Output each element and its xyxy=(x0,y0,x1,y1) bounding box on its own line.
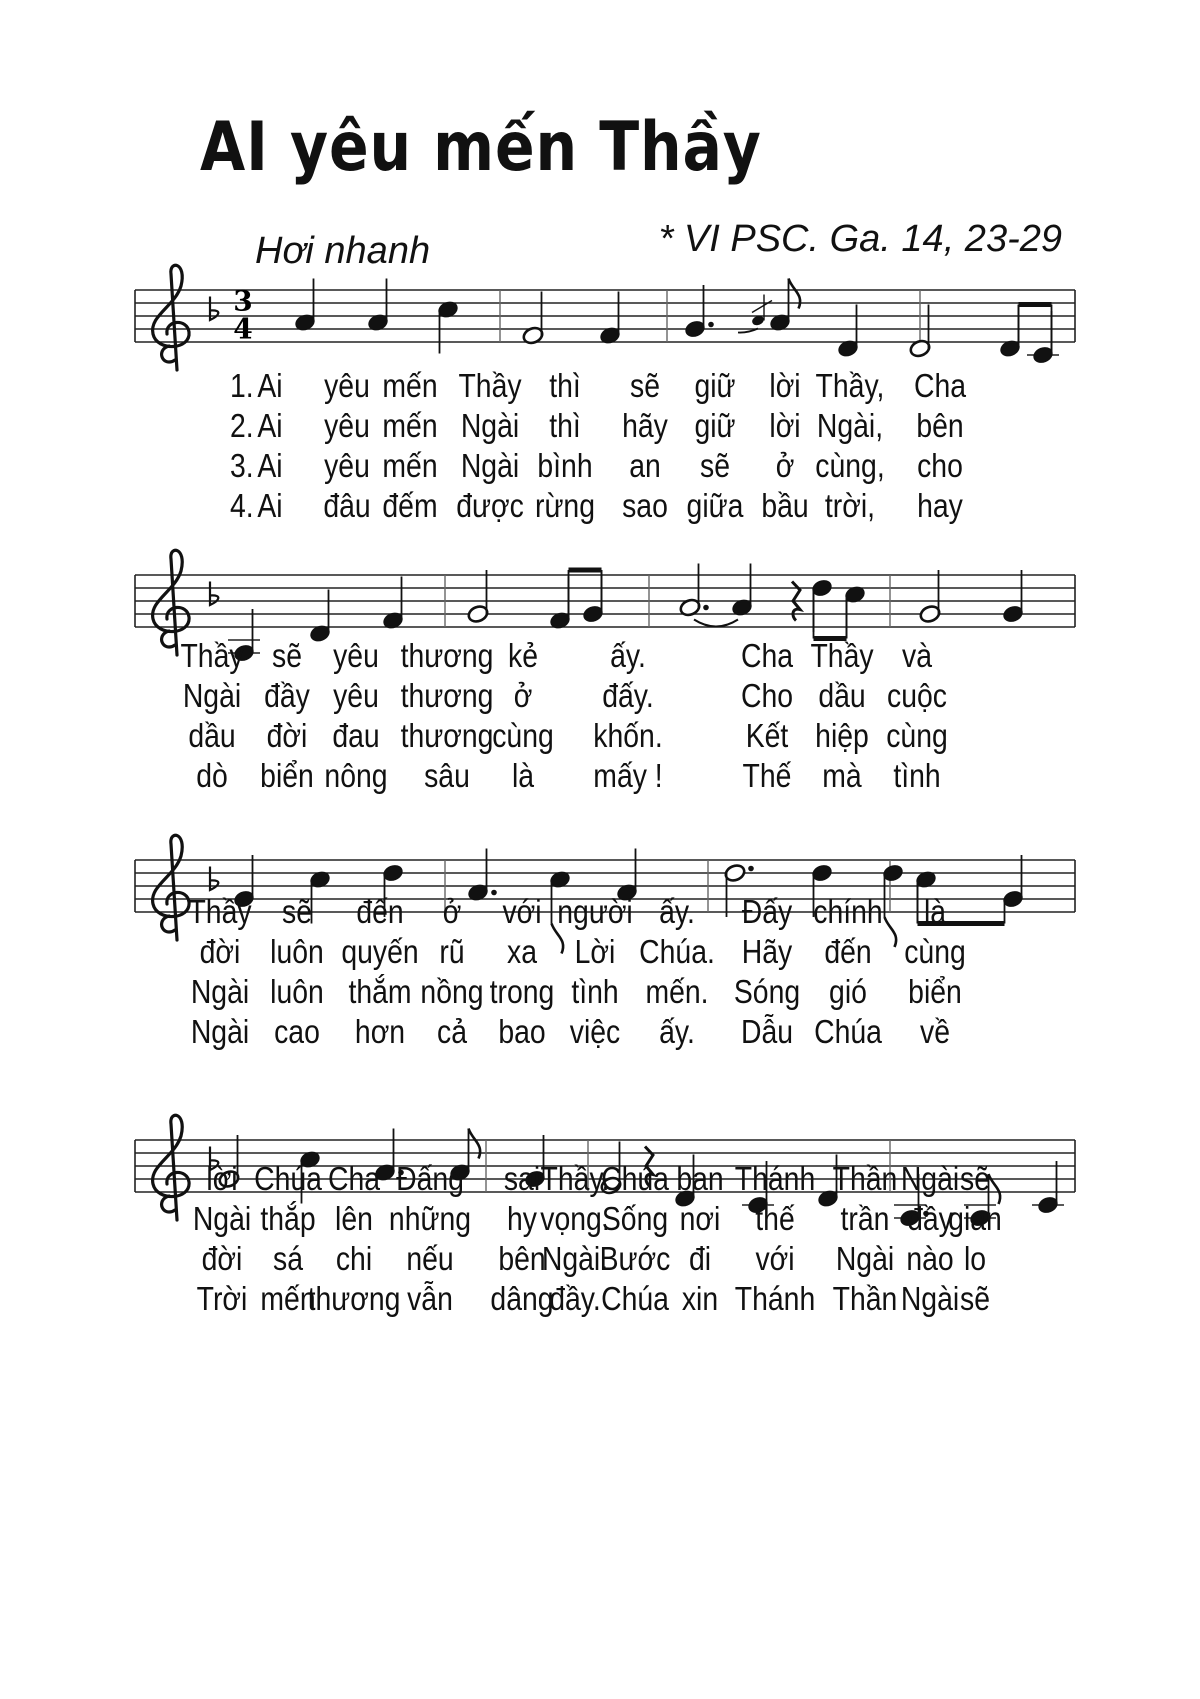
lyric-syllable: Chúa. xyxy=(639,933,715,970)
lyric-syllable: xin xyxy=(681,1280,719,1317)
lyric-syllable: đầy. xyxy=(549,1280,601,1317)
lyric-syllable: Bước xyxy=(599,1240,671,1277)
verse-number: 2. xyxy=(230,407,254,444)
lyric-syllable: mến xyxy=(382,447,438,484)
lyric-syllable: là xyxy=(923,893,947,930)
lyric-syllable: dâng xyxy=(490,1280,554,1317)
lyric-syllable: hơn xyxy=(354,1013,406,1050)
lyric-syllable: đau xyxy=(332,717,380,754)
lyric-syllable: người xyxy=(557,893,633,930)
lyric-syllable: ở xyxy=(442,893,462,930)
lyric-syllable: việc xyxy=(569,1013,621,1050)
lyric-syllable: lên xyxy=(335,1200,373,1237)
lyric-syllable: Hãy xyxy=(741,933,793,970)
lyric-syllable: lo xyxy=(963,1240,987,1277)
lyric-syllable: Thầy xyxy=(458,367,522,404)
lyric-syllable: chính xyxy=(813,893,883,930)
lyric-syllable: trong xyxy=(489,973,555,1010)
lyric-syllable: thì xyxy=(549,367,581,404)
lyric-syllable: ấy. xyxy=(659,893,695,930)
lyric-syllable: ấy. xyxy=(610,637,646,674)
lyric-syllable: Ngài. xyxy=(541,1240,609,1277)
lyric-syllable: vọng. xyxy=(540,1200,610,1237)
tempo-marking: Hơi nhanh xyxy=(255,230,431,272)
lyric-syllable: Thầy xyxy=(810,637,874,674)
note-flag xyxy=(469,1129,481,1159)
lyric-syllable: Ai xyxy=(257,447,283,484)
time-signature-top: 3 xyxy=(233,284,253,318)
lyric-syllable: cao xyxy=(274,1013,320,1050)
lyric-syllable: cho xyxy=(917,447,963,484)
lyric-syllable: yêu xyxy=(324,407,370,444)
staff-system-1 xyxy=(0,240,1200,380)
lyric-syllable: hy xyxy=(507,1200,537,1237)
music-staff-1 xyxy=(0,240,1200,380)
lyric-syllable: Chúa xyxy=(601,1280,669,1317)
lyric-syllable: bên xyxy=(916,407,964,444)
lyric-line-system1-verse1 xyxy=(0,367,1200,407)
lyric-syllable: Cho xyxy=(740,677,794,714)
lyric-syllable: giữa xyxy=(686,487,744,524)
lyric-syllable: Thầy xyxy=(180,637,244,674)
time-signature-bottom: 4 xyxy=(233,312,253,346)
lyric-syllable: dầu xyxy=(818,677,866,714)
lyric-syllable: gió xyxy=(829,973,867,1010)
lyric-syllable: luôn xyxy=(270,973,324,1010)
lyric-syllable: nông xyxy=(324,757,388,794)
lyric-syllable: Ngài xyxy=(190,973,250,1010)
lyric-syllable: sẽ xyxy=(282,893,312,930)
lyric-syllable: bầu xyxy=(761,487,809,524)
lyric-line-system3-verse1 xyxy=(0,893,1200,933)
lyric-syllable: Thầy. xyxy=(540,1160,610,1197)
lyric-syllable: đấy. xyxy=(602,677,654,714)
lyric-syllable: Ngài xyxy=(182,677,242,714)
lyric-syllable: cùng xyxy=(904,933,966,970)
lyric-syllable: thắp xyxy=(260,1200,316,1237)
treble-clef-icon xyxy=(153,265,190,370)
lyric-syllable: Ngài, xyxy=(816,407,884,444)
lyric-syllable: cùng, xyxy=(815,447,885,484)
lyric-syllable: được xyxy=(456,487,524,524)
lyric-syllable: đến xyxy=(356,893,404,930)
lyric-syllable: đầy xyxy=(264,677,310,714)
lyric-syllable: đời xyxy=(266,717,308,754)
lyric-syllable: ban xyxy=(676,1160,724,1197)
lyric-syllable: ở xyxy=(775,447,795,484)
lyric-syllable: hiệp xyxy=(815,717,869,754)
lyric-syllable: mà xyxy=(822,757,862,794)
lyric-syllable: thương xyxy=(400,677,494,714)
lyric-syllable: bên xyxy=(498,1240,546,1277)
lyric-syllable: nơi xyxy=(679,1200,721,1237)
lyric-line-system1-verse3 xyxy=(0,447,1200,487)
lyric-syllable: nào xyxy=(906,1240,954,1277)
lyric-line-system3-verse3 xyxy=(0,973,1200,1013)
lyric-syllable: bao xyxy=(498,1013,546,1050)
lyric-syllable: sai xyxy=(503,1160,541,1197)
lyric-syllable: hay xyxy=(917,487,963,524)
lyric-syllable: thương xyxy=(400,637,494,674)
lyric-syllable: ấy. xyxy=(659,1013,695,1050)
lyric-syllable: biển xyxy=(260,757,314,794)
lyric-syllable: Ai xyxy=(257,367,283,404)
lyric-syllable: gian xyxy=(948,1200,1002,1237)
lyric-syllable: yêu xyxy=(324,367,370,404)
lyric-syllable: những xyxy=(388,1200,472,1237)
scripture-reference: * VI PSC. Ga. 14, 23-29 xyxy=(658,218,1062,260)
lyric-syllable: nồng xyxy=(420,973,484,1010)
augmentation-dot xyxy=(703,605,709,611)
lyric-syllable: sá xyxy=(273,1240,303,1277)
lyric-syllable: Thầy xyxy=(188,893,252,930)
lyric-syllable: yêu xyxy=(324,447,370,484)
lyric-syllable: bình xyxy=(537,447,593,484)
lyric-syllable: đến xyxy=(824,933,872,970)
lyric-syllable: và xyxy=(902,637,932,674)
lyric-syllable: Cha xyxy=(913,367,967,404)
lyric-syllable: dò xyxy=(196,757,228,794)
verse-number: 4. xyxy=(230,487,254,524)
lyric-line-system2-verse3 xyxy=(0,717,1200,757)
lyric-syllable: lời xyxy=(769,367,801,404)
lyric-syllable: Thầy, xyxy=(815,367,885,404)
lyric-syllable: lời xyxy=(769,407,801,444)
lyric-syllable: thắm xyxy=(348,973,412,1010)
lyric-syllable: Thần xyxy=(832,1280,898,1317)
lyric-syllable: Ai xyxy=(257,487,283,524)
lyric-syllable: là xyxy=(511,757,535,794)
lyric-syllable: Ngài xyxy=(835,1240,895,1277)
verse-number: 1. xyxy=(230,367,254,404)
lyric-syllable: Lời xyxy=(574,933,616,970)
lyric-syllable: Ngài xyxy=(460,447,520,484)
tie-arc xyxy=(694,620,738,627)
lyric-line-system3-verse4 xyxy=(0,1013,1200,1053)
lyric-syllable: Ngài xyxy=(460,407,520,444)
lyric-syllable: mấy ! xyxy=(593,757,663,794)
lyric-syllable: Ai xyxy=(257,407,283,444)
lyric-syllable: thì xyxy=(549,407,581,444)
lyric-syllable: cùng xyxy=(492,717,554,754)
lyric-line-system1-verse4 xyxy=(0,487,1200,527)
lyric-syllable: đời xyxy=(201,1240,243,1277)
lyric-syllable: với xyxy=(502,893,542,930)
lyric-syllable: kẻ xyxy=(508,637,538,674)
lyric-syllable: ở xyxy=(513,677,533,714)
lyric-line-system2-verse2 xyxy=(0,677,1200,717)
lyric-syllable: Ngài xyxy=(190,1013,250,1050)
lyric-syllable: đi xyxy=(688,1240,712,1277)
lyric-syllable: yêu xyxy=(333,637,379,674)
lyric-syllable: an xyxy=(629,447,661,484)
lyric-syllable: Dẫu xyxy=(740,1013,794,1050)
lyric-line-system4-verse3 xyxy=(0,1240,1200,1280)
lyric-syllable: biển xyxy=(908,973,962,1010)
lyric-syllable: mến xyxy=(382,367,438,404)
lyric-syllable: rừng xyxy=(534,487,596,524)
lyric-syllable: với xyxy=(755,1240,795,1277)
lyric-syllable: Ngài xyxy=(900,1280,960,1317)
lyric-syllable: cuộc xyxy=(887,677,947,714)
lyric-syllable: Thế xyxy=(742,757,792,794)
lyric-syllable: Chúa xyxy=(814,1013,882,1050)
lyric-syllable: chi xyxy=(335,1240,373,1277)
lyric-syllable: đếm xyxy=(382,487,438,524)
lyric-syllable: giữ xyxy=(694,367,736,404)
lyric-syllable: thế xyxy=(755,1200,795,1237)
lyric-syllable: đầy xyxy=(907,1200,953,1237)
lyric-syllable: về xyxy=(920,1013,950,1050)
lyric-syllable: yêu xyxy=(333,677,379,714)
lyric-line-system4-verse4 xyxy=(0,1280,1200,1320)
lyric-syllable: Thánh xyxy=(734,1160,816,1197)
lyric-syllable: cả xyxy=(437,1013,467,1050)
lyric-syllable: trần xyxy=(840,1200,890,1237)
lyric-syllable: sẽ xyxy=(630,367,660,404)
lyric-syllable: nếu xyxy=(406,1240,454,1277)
lyric-syllable: đâu xyxy=(323,487,371,524)
lyric-syllable: dầu xyxy=(188,717,236,754)
lyric-line-system4-verse1 xyxy=(0,1160,1200,1200)
lyric-syllable: luôn xyxy=(270,933,324,970)
lyric-syllable: sao xyxy=(622,487,668,524)
lyric-syllable: quyến xyxy=(341,933,419,970)
lyric-syllable: Chúa xyxy=(254,1160,322,1197)
lyric-syllable: Chúa xyxy=(601,1160,669,1197)
lyric-syllable: xa xyxy=(507,933,537,970)
lyric-syllable: Đấng xyxy=(396,1160,464,1197)
lyric-syllable: giữ xyxy=(694,407,736,444)
lyric-syllable: Sóng xyxy=(733,973,801,1010)
song-title: AI yêu mến Thầy xyxy=(200,108,762,187)
lyric-syllable: Thánh xyxy=(734,1280,816,1317)
lyric-syllable: sẽ xyxy=(960,1280,990,1317)
lyric-syllable: sẽ xyxy=(700,447,730,484)
lyric-syllable: sẽ xyxy=(960,1160,990,1197)
lyric-syllable: mến. xyxy=(645,973,709,1010)
lyric-syllable: sẽ xyxy=(272,637,302,674)
augmentation-dot xyxy=(708,322,714,328)
lyric-syllable: lời xyxy=(206,1160,238,1197)
lyric-syllable: cùng xyxy=(886,717,948,754)
lyric-syllable: hãy xyxy=(622,407,668,444)
lyric-syllable: Ngài xyxy=(900,1160,960,1197)
lyric-syllable: tình xyxy=(571,973,619,1010)
lyric-syllable: Kết xyxy=(745,717,789,754)
lyric-syllable: sâu xyxy=(424,757,470,794)
lyric-syllable: Cha xyxy=(327,1160,381,1197)
lyric-syllable: mến xyxy=(260,1280,316,1317)
lyric-syllable: tình xyxy=(893,757,941,794)
lyric-syllable: khốn. xyxy=(593,717,663,754)
verse-number: 3. xyxy=(230,447,254,484)
lyric-syllable: vẫn xyxy=(407,1280,453,1317)
lyric-line-system1-verse2 xyxy=(0,407,1200,447)
lyric-syllable: Sống xyxy=(601,1200,669,1237)
lyric-line-system2-verse1 xyxy=(0,637,1200,677)
lyric-syllable: rũ xyxy=(439,933,465,970)
lyric-syllable: đời xyxy=(199,933,241,970)
note-flag xyxy=(789,279,801,309)
lyric-syllable: Đấy xyxy=(741,893,793,930)
lyric-syllable: thương xyxy=(400,717,494,754)
lyric-line-system3-verse2 xyxy=(0,933,1200,973)
lyric-syllable: Cha xyxy=(740,637,794,674)
lyric-line-system2-verse4 xyxy=(0,757,1200,797)
lyric-syllable: thương xyxy=(307,1280,401,1317)
lyric-syllable: mến xyxy=(382,407,438,444)
lyric-syllable: Trời xyxy=(196,1280,248,1317)
lyric-syllable: Thần xyxy=(832,1160,898,1197)
lyric-syllable: trời, xyxy=(824,487,876,524)
lyric-syllable: Ngài xyxy=(192,1200,252,1237)
lyric-line-system4-verse2 xyxy=(0,1200,1200,1240)
augmentation-dot xyxy=(748,866,754,872)
